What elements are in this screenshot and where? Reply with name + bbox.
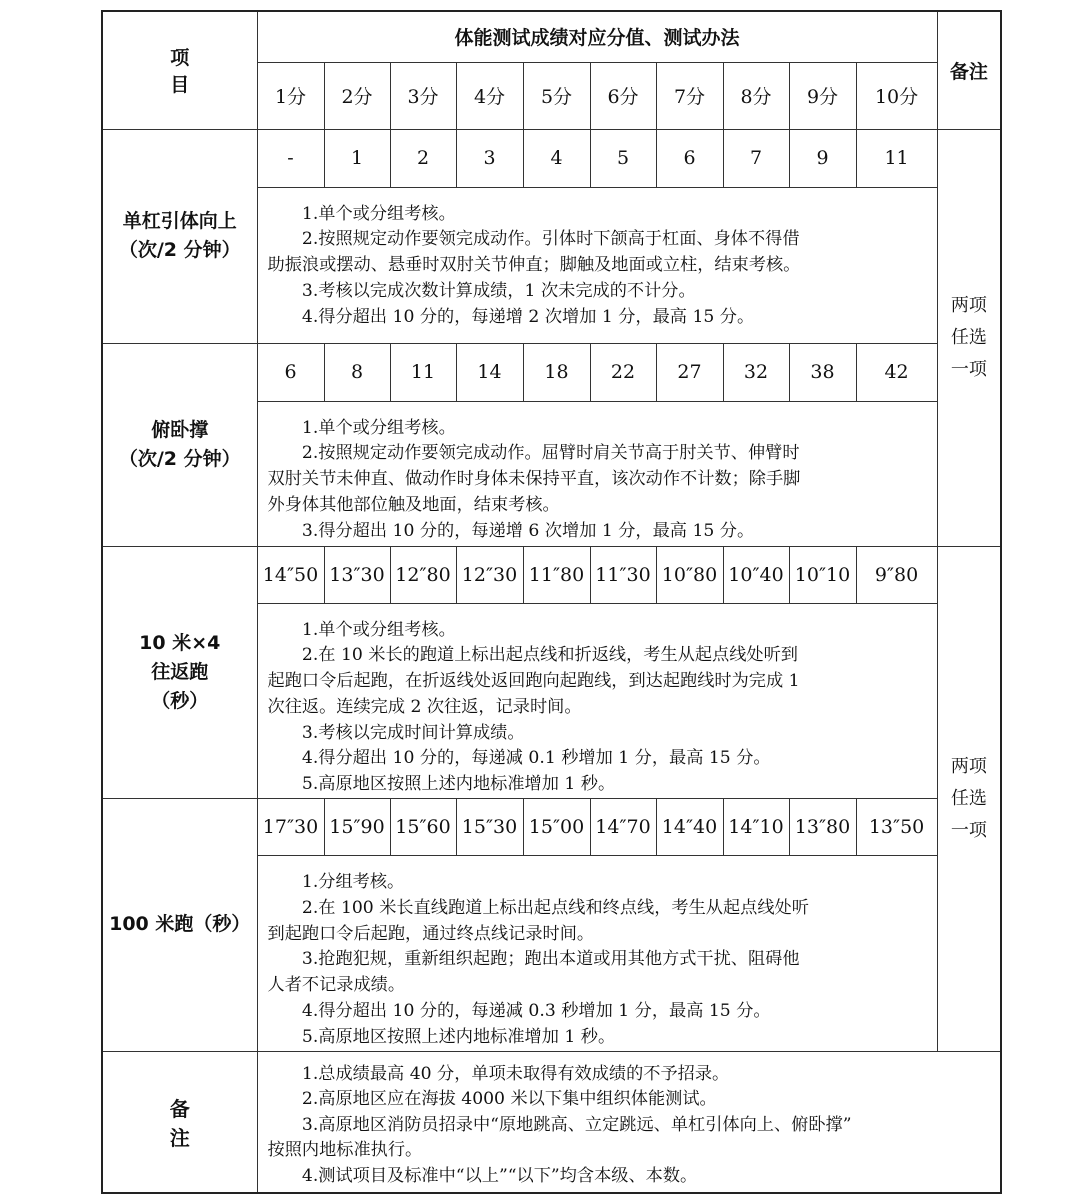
description-line: 到起跑口令后起跑，通过终点线记录时间。 — [267, 923, 595, 944]
description-line: 起跑口令后起跑，在折返线处返回跑向起跑线，到达起跑线时为完成 1 — [267, 671, 800, 692]
test-item-name-line: 俯卧撑 — [151, 418, 209, 441]
score-value: 6 — [257, 343, 324, 401]
description-line: 3.考核以完成时间计算成绩。 — [301, 722, 525, 743]
description-line: 1.单个或分组考核。 — [301, 203, 456, 224]
score-value: 11″80 — [523, 546, 590, 603]
score-value: 42 — [856, 343, 937, 401]
description-line: 4.得分超出 10 分的，每递减 0.1 秒增加 1 分，最高 15 分。 — [301, 748, 771, 769]
remark-choose-one — [937, 129, 1001, 546]
description-line: 1.分组考核。 — [301, 872, 405, 893]
score-value: 14″50 — [257, 546, 324, 603]
score-value: 13″80 — [789, 799, 856, 856]
description-line: 4.得分超出 10 分的，每递增 2 次增加 1 分，最高 15 分。 — [301, 306, 755, 327]
test-item-name — [102, 546, 257, 799]
test-item-name-line: 单杠引体向上 — [122, 210, 237, 232]
score-value: 27 — [656, 343, 723, 401]
test-method-description — [257, 603, 937, 799]
score-header: 3分 — [390, 62, 456, 129]
test-method-description — [257, 401, 937, 546]
score-value: 32 — [723, 343, 789, 401]
score-header: 1分 — [257, 62, 324, 129]
remark-choose-one — [937, 546, 1001, 1051]
score-value: 14″10 — [723, 799, 789, 856]
score-value: 15″60 — [390, 799, 456, 856]
description-line: 2.按照规定动作要领完成动作。屈臂时肩关节高于肘关节、伸臂时 — [301, 443, 800, 464]
table-title: 体能测试成绩对应分值、测试办法 — [257, 11, 937, 62]
description-line: 1.单个或分组考核。 — [301, 417, 456, 438]
remark-line: 任选 — [950, 787, 987, 809]
score-value: 5 — [590, 129, 656, 187]
description-line: 次往返。连续完成 2 次往返，记录时间。 — [267, 696, 582, 717]
score-value: 2 — [390, 129, 456, 187]
footer-note-line: 3.高原地区消防员招录中“原地跳高、立定跳远、单杠引体向上、俯卧撑” — [301, 1114, 852, 1135]
score-value: 9″80 — [856, 546, 937, 603]
description-line: 3.得分超出 10 分的，每递增 6 次增加 1 分，最高 15 分。 — [301, 520, 755, 541]
footer-remark-label: 备注 — [102, 1051, 257, 1193]
score-value: 10″80 — [656, 546, 723, 603]
score-header: 7分 — [656, 62, 723, 129]
score-value: 12″80 — [390, 546, 456, 603]
score-value: 12″30 — [456, 546, 523, 603]
description-line: 5.高原地区按照上述内地标准增加 1 秒。 — [301, 774, 616, 795]
test-item-name — [102, 799, 257, 1052]
footer-note-line: 1.总成绩最高 40 分，单项未取得有效成绩的不予招录。 — [301, 1063, 730, 1084]
score-value: 3 — [456, 129, 523, 187]
remark-column-header: 备注 — [937, 11, 1001, 129]
description-line: 双肘关节未伸直、做动作时身体未保持平直，该次动作不计数；除手脚 — [267, 469, 801, 490]
test-method-description — [257, 187, 937, 343]
footer-note-line: 4.测试项目及标准中“以上”“以下”均含本级、本数。 — [301, 1165, 698, 1186]
score-value: 14 — [456, 343, 523, 401]
score-value: 18 — [523, 343, 590, 401]
footer-notes — [257, 1051, 1001, 1193]
test-item-name — [102, 129, 257, 343]
description-line: 外身体其他部位触及地面，结束考核。 — [267, 494, 560, 515]
score-value: 15″90 — [324, 799, 390, 856]
description-line: 2.在 100 米长直线跑道上标出起点线和终点线，考生从起点线处听 — [301, 897, 809, 918]
score-value: - — [257, 129, 324, 187]
score-value: 4 — [523, 129, 590, 187]
physical-test-score-table — [101, 10, 1002, 1194]
table-row — [102, 799, 1001, 856]
score-header: 9分 — [789, 62, 856, 129]
description-line: 助振浪或摆动、悬垂时双肘关节伸直；脚触及地面或立柱，结束考核。 — [267, 255, 801, 276]
score-header: 6分 — [590, 62, 656, 129]
description-line: 1.单个或分组考核。 — [301, 619, 456, 640]
item-column-header: 项目 — [102, 11, 257, 129]
remark-line: 两项 — [950, 755, 987, 777]
test-item-name-line: （次/2 分钟） — [118, 239, 241, 261]
test-method-description — [257, 856, 937, 1052]
test-item-name-line: （次/2 分钟） — [118, 447, 241, 470]
header-row-title — [102, 11, 1001, 62]
table-row — [102, 546, 1001, 603]
score-value: 11 — [390, 343, 456, 401]
score-value: 9 — [789, 129, 856, 187]
score-value: 1 — [324, 129, 390, 187]
test-item-name-line: 100 米跑（秒） — [109, 913, 251, 936]
score-value: 15″30 — [456, 799, 523, 856]
score-value: 22 — [590, 343, 656, 401]
score-value: 13″50 — [856, 799, 937, 856]
score-header: 8分 — [723, 62, 789, 129]
description-line: 3.抢跑犯规，重新组织起跑；跑出本道或用其他方式干扰、阻碍他 — [301, 949, 800, 970]
test-item-name-line: 10 米×4 — [139, 631, 221, 654]
score-value: 14″40 — [656, 799, 723, 856]
description-line: 4.得分超出 10 分的，每递减 0.3 秒增加 1 分，最高 15 分。 — [301, 1001, 771, 1022]
score-value: 10″10 — [789, 546, 856, 603]
test-item-name-line: （秒） — [151, 689, 209, 712]
remark-line: 两项 — [950, 294, 987, 316]
table-row — [102, 343, 1001, 401]
score-value: 10″40 — [723, 546, 789, 603]
score-value: 8 — [324, 343, 390, 401]
footer-row — [102, 1051, 1001, 1193]
score-value: 13″30 — [324, 546, 390, 603]
test-item-name-line: 往返跑 — [151, 660, 209, 683]
footer-note-line: 按照内地标准执行。 — [267, 1140, 423, 1161]
test-item-name — [102, 343, 257, 546]
description-line: 2.按照规定动作要领完成动作。引体时下颌高于杠面、身体不得借 — [301, 229, 800, 250]
score-value: 17″30 — [257, 799, 324, 856]
score-header: 4分 — [456, 62, 523, 129]
score-value: 15″00 — [523, 799, 590, 856]
score-value: 6 — [656, 129, 723, 187]
score-header: 5分 — [523, 62, 590, 129]
score-value: 11″30 — [590, 546, 656, 603]
description-line: 2.在 10 米长的跑道上标出起点线和折返线，考生从起点线处听到 — [301, 645, 798, 666]
score-value: 14″70 — [590, 799, 656, 856]
table-row — [102, 129, 1001, 187]
score-header: 10分 — [856, 62, 937, 129]
score-value: 7 — [723, 129, 789, 187]
score-value: 38 — [789, 343, 856, 401]
remark-line: 任选 — [950, 326, 987, 348]
score-value: 11 — [856, 129, 937, 187]
remark-line: 一项 — [950, 819, 987, 841]
description-line: 3.考核以完成次数计算成绩，1 次未完成的不计分。 — [301, 280, 696, 301]
description-line: 人者不记录成绩。 — [267, 975, 406, 996]
remark-line: 一项 — [950, 358, 987, 380]
description-line: 5.高原地区按照上述内地标准增加 1 秒。 — [301, 1026, 616, 1047]
footer-note-line: 2.高原地区应在海拔 4000 米以下集中组织体能测试。 — [301, 1089, 717, 1110]
score-header: 2分 — [324, 62, 390, 129]
